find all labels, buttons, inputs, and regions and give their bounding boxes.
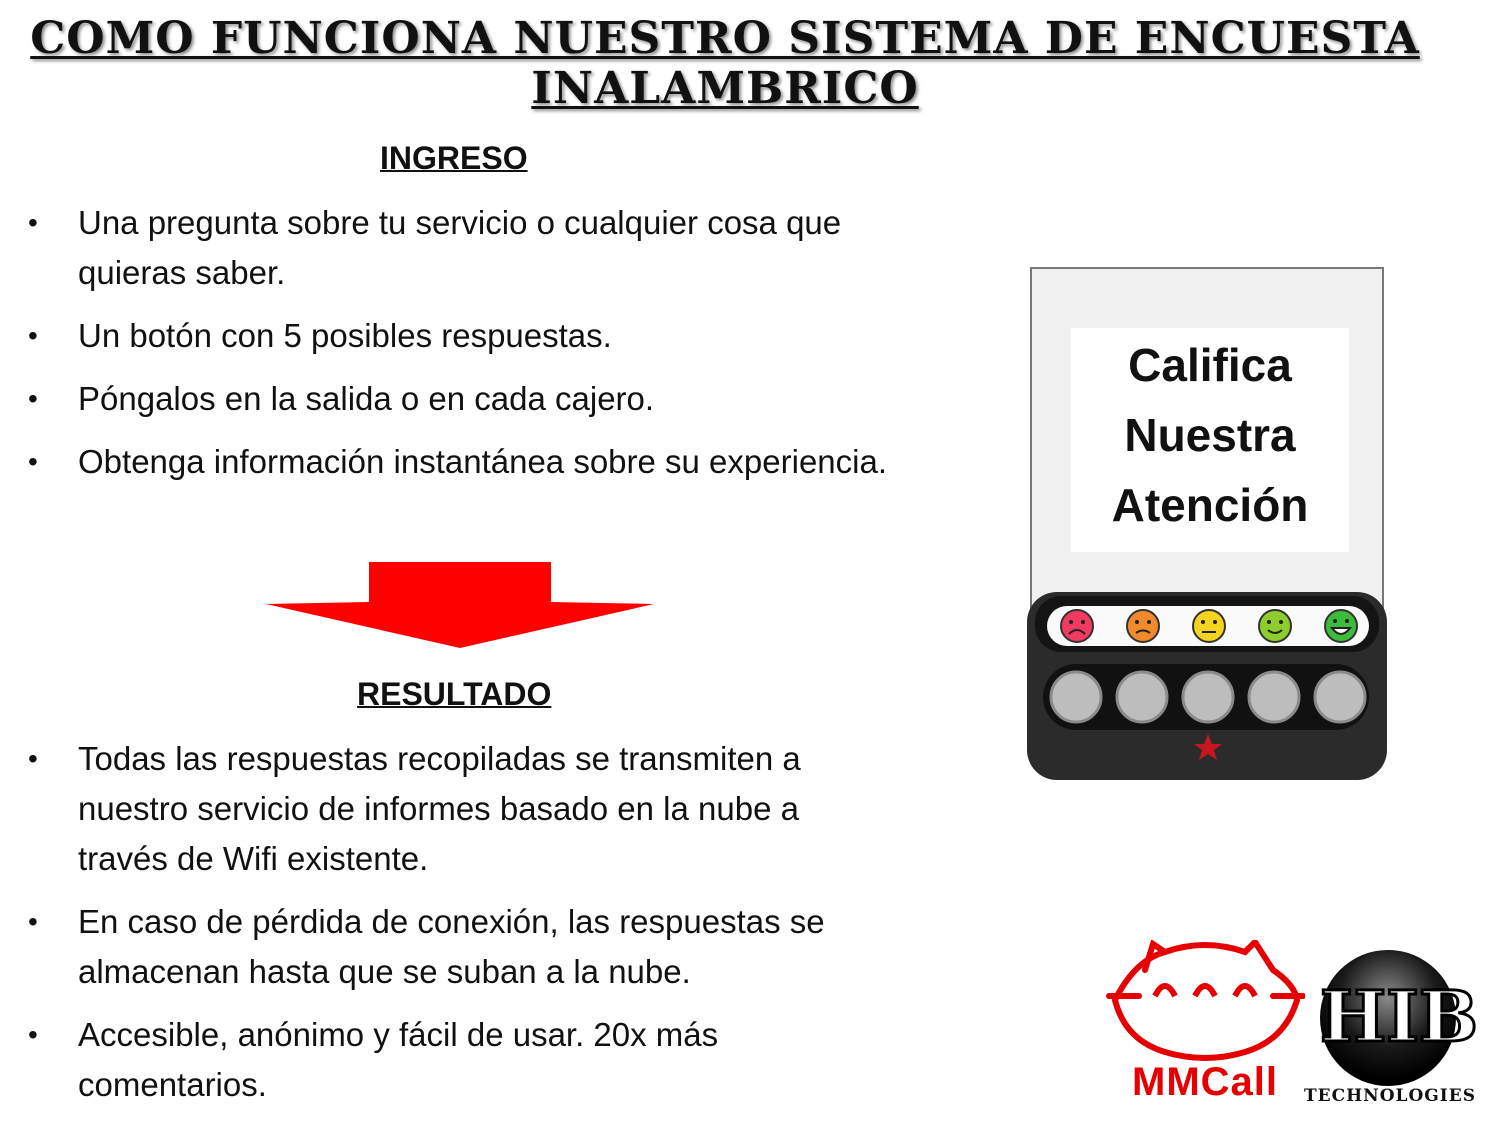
- mmcall-logo-text: MMCall: [1132, 1060, 1278, 1104]
- title-line-1: COMO FUNCIONA NUESTRO SISTEMA DE ENCUESTA: [30, 13, 1420, 64]
- resultado-list: [28, 734, 888, 1123]
- page-title: [0, 14, 1450, 114]
- ingreso-bullet: • Una pregunta sobre tu servicio o cualquier cosa que quieras saber.: [28, 198, 888, 298]
- neutral-face-icon: [1193, 610, 1225, 642]
- device-label: [1070, 330, 1350, 540]
- ingreso-list: [28, 198, 888, 500]
- title-line-2: INALAMBRICO: [531, 63, 919, 114]
- ingreso-bullet: • Un botón con 5 posibles respuestas.: [28, 311, 888, 361]
- happy-face-icon: [1259, 610, 1291, 642]
- unhappy-face-icon: [1127, 610, 1159, 642]
- very-unhappy-face-icon: [1061, 610, 1093, 642]
- ingreso-heading: INGRESO: [380, 140, 528, 176]
- ingreso-bullet: • Póngalos en la salida o en cada cajero.: [28, 374, 888, 424]
- down-arrow-icon: [264, 560, 656, 652]
- resultado-bullet: • Accesible, anónimo y fácil de usar. 20x más comentarios.: [28, 1010, 888, 1110]
- ingreso-bullet: • Obtenga información instantánea sobre su experiencia.: [28, 437, 888, 487]
- hib-logo-text: HIB: [1320, 975, 1479, 1058]
- device-label-line-1: Califica: [1128, 339, 1292, 391]
- resultado-bullet: • Todas las respuestas recopiladas se transmiten a nuestro servicio de informes basado en la nube a través de Wifi existente.: [28, 734, 888, 884]
- device-label-line-3: Atención: [1111, 479, 1309, 531]
- hib-logo-subtext: TECHNOLOGIES: [1303, 1086, 1476, 1106]
- very-happy-face-icon: [1325, 610, 1357, 642]
- resultado-bullet: • En caso de pérdida de conexión, las respuestas se almacenan hasta que se suban a la nube.: [28, 897, 888, 997]
- resultado-heading: RESULTADO: [357, 676, 552, 712]
- device-label-line-2: Nuestra: [1124, 409, 1296, 461]
